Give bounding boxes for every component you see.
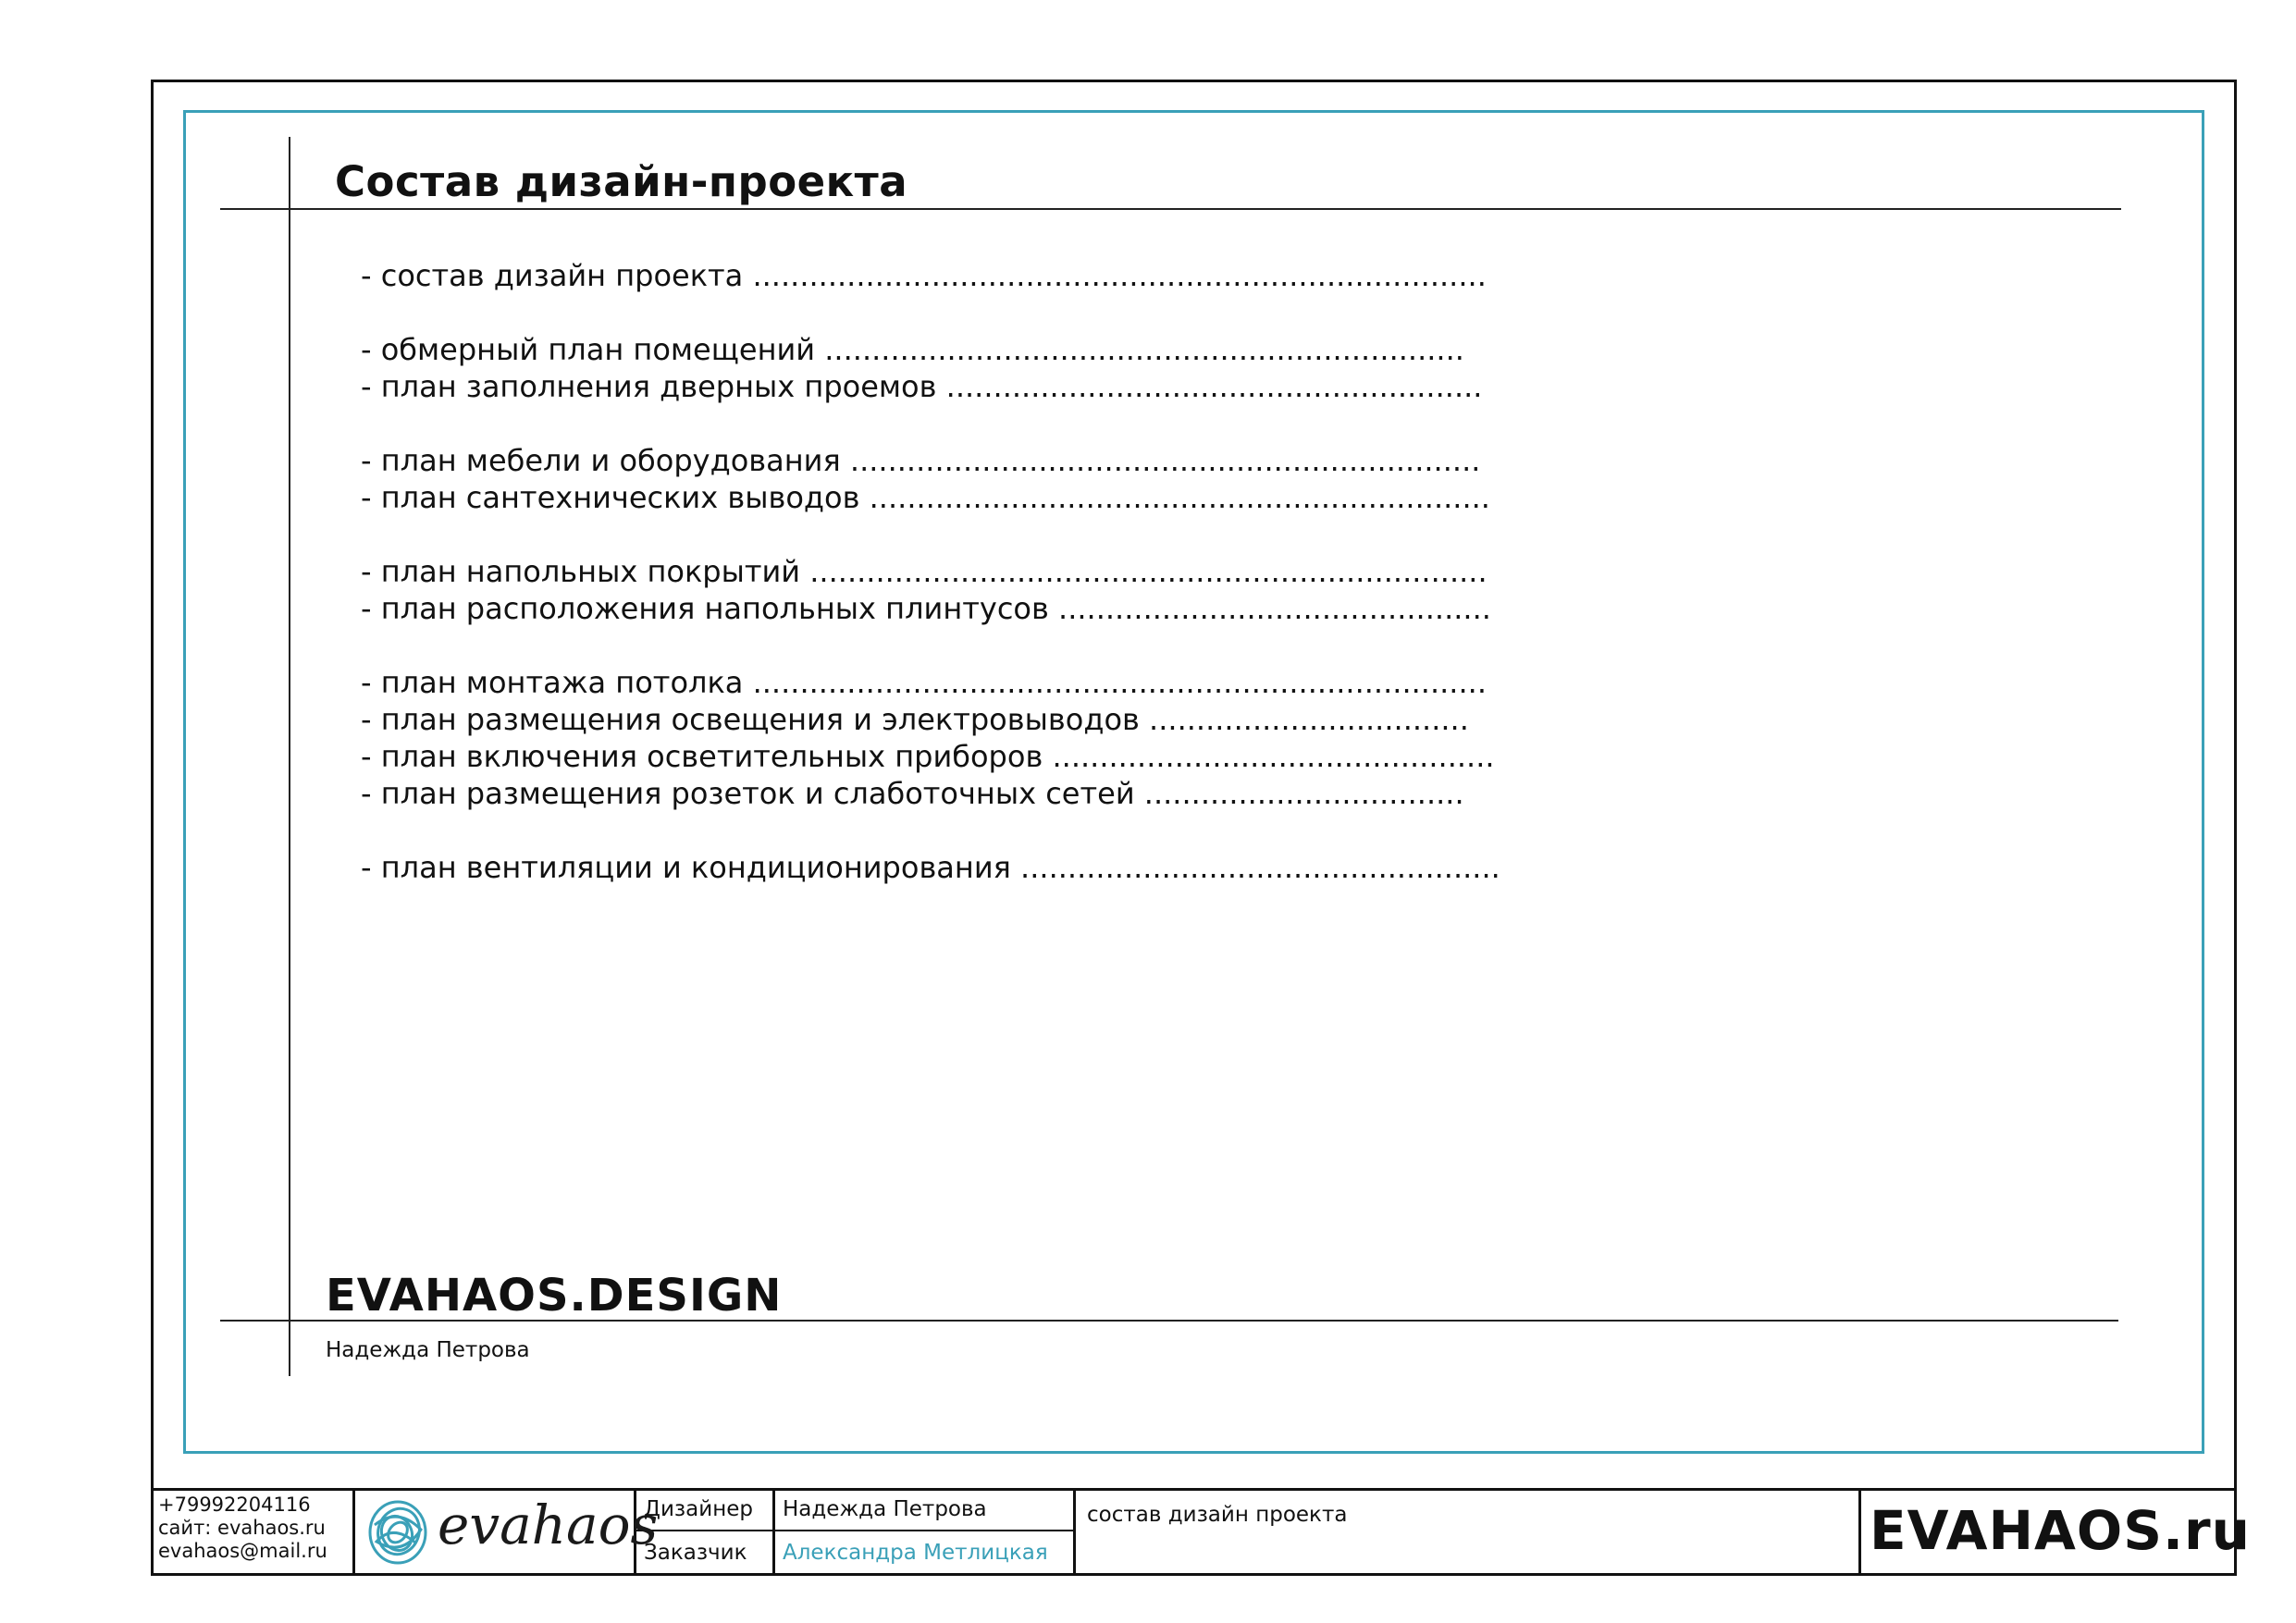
designer-label: Дизайнер bbox=[644, 1497, 753, 1521]
phone-number: +79992204116 bbox=[158, 1494, 311, 1516]
designer-name: Надежда Петрова bbox=[783, 1497, 987, 1521]
row-divider bbox=[634, 1530, 1073, 1531]
scribble-icon bbox=[365, 1497, 430, 1568]
author-name: Надежда Петрова bbox=[326, 1338, 530, 1362]
toc-item: - план мебели и оборудования ................................................................... bbox=[361, 443, 1481, 478]
website-line: сайт: evahaos.ru bbox=[158, 1517, 326, 1539]
title-block-top-border bbox=[151, 1488, 2237, 1491]
toc-item: - план размещения розеток и слаботочных сетей .................................. bbox=[361, 776, 1464, 811]
toc-item: - план расположения напольных плинтусов .............................................. bbox=[361, 591, 1491, 626]
sheet-name: состав дизайн проекта bbox=[1087, 1503, 1348, 1527]
toc-item: - план заполнения дверных проемов ......................................................... bbox=[361, 369, 1483, 404]
divider bbox=[352, 1488, 355, 1576]
site-logo-text: EVAHAOS.ru bbox=[1870, 1499, 2251, 1562]
page-title: Состав дизайн-проекта bbox=[335, 157, 908, 206]
divider bbox=[1858, 1488, 1861, 1576]
toc-item: - план включения осветительных приборов ............................................... bbox=[361, 739, 1495, 774]
evahaos-logo bbox=[365, 1494, 659, 1569]
logo-wordmark: evahaos bbox=[438, 1494, 659, 1556]
toc-item: - обмерный план помещений .................................................................... bbox=[361, 332, 1464, 367]
divider bbox=[772, 1488, 775, 1576]
title-underline bbox=[220, 208, 2121, 210]
toc-item: - план сантехнических выводов .................................................................. bbox=[361, 480, 1490, 515]
toc-item: - состав дизайн проекта .............................................................................. bbox=[361, 258, 1487, 293]
toc-item: - план монтажа потолка .............................................................................. bbox=[361, 665, 1487, 700]
left-guide-line bbox=[289, 137, 290, 1376]
toc-item: - план вентиляции и кондиционирования ................................................... bbox=[361, 850, 1500, 885]
divider bbox=[1073, 1488, 1076, 1576]
client-name: Александра Метлицкая bbox=[783, 1541, 1048, 1565]
toc-item: - план напольных покрытий ........................................................................ bbox=[361, 554, 1487, 589]
toc-item: - план размещения освещения и электровыводов .................................. bbox=[361, 702, 1469, 737]
brand-name: EVAHAOS.DESIGN bbox=[326, 1270, 783, 1322]
title-block bbox=[151, 1488, 2251, 1576]
email-address: evahaos@mail.ru bbox=[158, 1540, 327, 1562]
client-label: Заказчик bbox=[644, 1541, 747, 1565]
